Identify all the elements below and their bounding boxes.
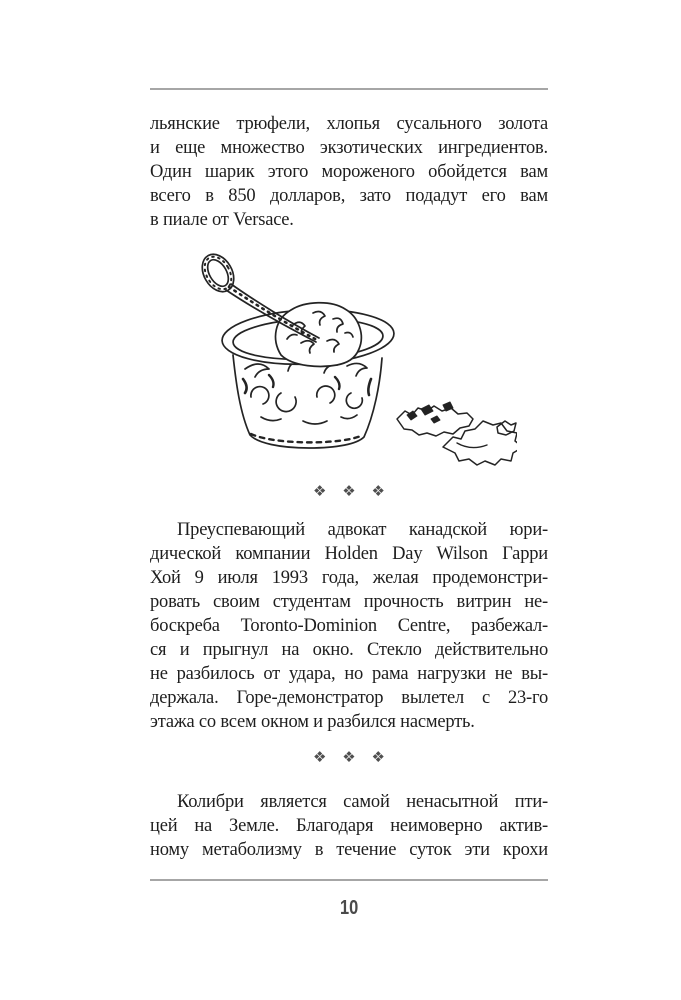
text-line: ному метаболизму в течение суток эти крохи	[150, 840, 548, 860]
text-line: Преуспевающий адвокат канадской юри-	[177, 520, 548, 540]
text-line: Хой 9 июля 1993 года, желая продемонстри-	[150, 568, 548, 588]
paragraph-hummingbird	[150, 790, 548, 862]
text-line: в пиале от Versace.	[150, 210, 294, 230]
text-line: ровать своим студентам прочность витрин не-	[150, 592, 548, 612]
page-number-value: 10	[339, 897, 359, 919]
text-line: этажа со всем окном и разбился насмерть.	[150, 712, 475, 732]
text-line: держала. Горе-демонстратор вылетел с 23-го	[150, 688, 548, 708]
text-line: льянские трюфели, хлопья сусального золота	[150, 114, 548, 134]
footer-rule	[150, 879, 548, 881]
text-line: цей на Земле. Благодаря неимоверно актив-	[150, 816, 548, 836]
section-divider: ❖ ❖ ❖	[313, 748, 385, 766]
header-rule	[150, 88, 548, 90]
text-line: Один шарик этого мороженого обойдется вам	[150, 162, 548, 182]
text-line: всего в 850 долларов, зато подадут его вам	[150, 186, 548, 206]
section-divider: ❖ ❖ ❖	[313, 482, 385, 500]
paragraph-ice-cream	[150, 112, 548, 232]
text-line: боскреба Toronto-Dominion Centre, разбежал-	[150, 616, 548, 636]
text-line: Колибри является самой ненасытной пти-	[177, 792, 548, 812]
page-number	[150, 895, 548, 921]
paragraph-lawyer	[150, 518, 548, 734]
text-line: и еще множество экзотических ингредиентов.	[150, 138, 548, 158]
text-line: не разбилось от удара, но рама нагрузки не вы-	[150, 664, 548, 684]
text-line: ся и прыгнул на окно. Стекло действительно	[150, 640, 548, 660]
text-line: дической компании Holden Day Wilson Гарри	[150, 544, 548, 564]
ice-cream-bowl-illustration	[185, 251, 517, 467]
